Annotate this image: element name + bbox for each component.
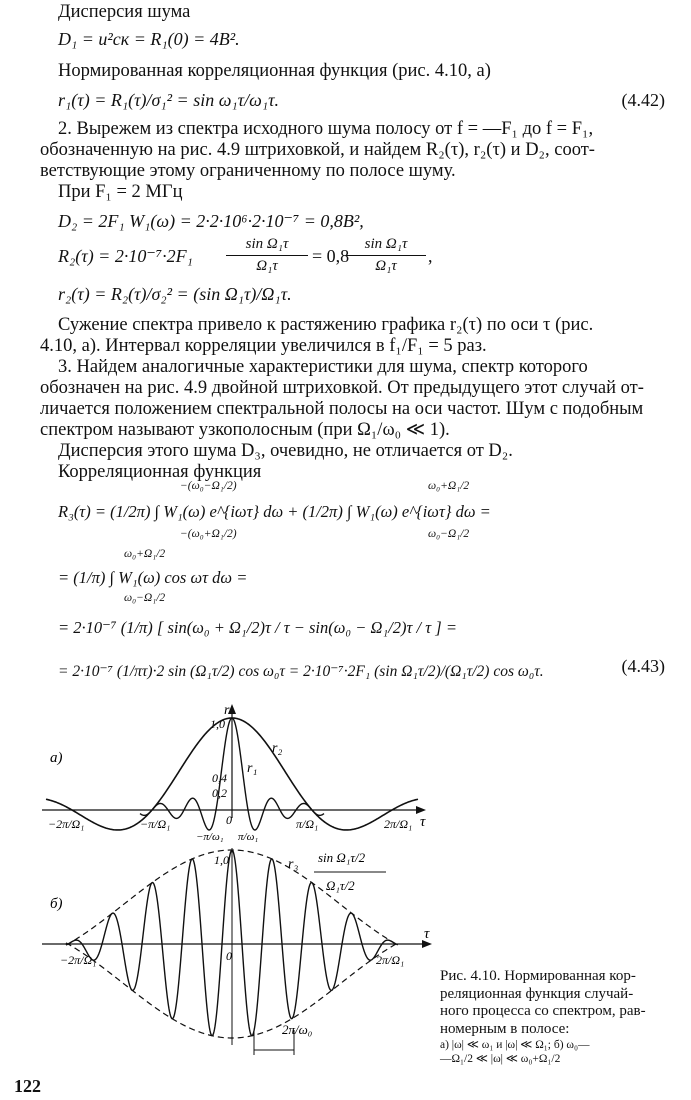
equation-r3-line4: = 2·10⁻⁷ (1/πτ)·2 sin (Ω₁τ/2) cos ω₀τ = 2·10⁻⁷·2F₁ (sin Ω₁τ/2)/(Ω₁τ/2) cos ω₀τ. [58,663,544,680]
paragraph-5-line1: Дисперсия этого шума D₃, очевидно, не отличается от D₂. [58,441,513,461]
label-r3: r₃ [288,857,299,872]
paragraph-2-line4: При F₁ = 2 МГц [58,182,183,202]
integral-limit: ω₀+Ω₁/2 [428,480,470,492]
paragraph-5-line2: Корреляционная функция [58,462,262,482]
paragraph-3-line2: 4.10, а). Интервал корреляции увеличился в f₁/F₁ = 5 раз. [40,336,487,356]
r-axis-label: r [224,703,230,718]
fraction-bar [226,255,308,256]
equation-r2-normalized: r₂(τ) = R₂(τ)/σ₂² = (sin Ω₁τ)/Ω₁τ. [58,284,292,304]
paragraph-4-line4: спектром называют узкополосным (при Ω₁/ω₀ ≪ 1). [40,420,450,440]
origin-label: 0 [226,949,232,963]
caption-line: Рис. 4.10. Нормированная кор- [440,968,636,984]
equation-r2-left: R₂(τ) = 2·10⁻⁷·2F₁ [58,246,193,266]
equation-r2-mid: = 0,8 [312,246,350,266]
origin-label: 0 [226,813,232,827]
equation-d2: D₂ = 2F₁ W₁(ω) = 2·2·10⁶·2·10⁻⁷ = 0,8В², [58,211,364,231]
tau-axis-label: τ [420,814,426,830]
integral-limit: ω₀−Ω₁/2 [124,592,166,604]
tick-pi-w1: π/ω₁ [238,831,259,843]
caption-line: номерным в полосе: [440,1020,570,1037]
panel-a [42,703,426,843]
equation-r3-line3: = 2·10⁻⁷ (1/π) [ sin(ω₀ + Ω₁/2)τ / τ − sin(ω₀ − Ω₁/2)τ / τ ] = [58,618,457,637]
tick-minus-pi-w1: −π/ω₁ [196,831,224,843]
tick-pi-omega1: π/Ω₁ [296,817,319,831]
equation-r2-denominator-2: Ω₁τ [375,258,397,274]
caption-line: ного процесса со спектром, рав- [440,1003,646,1019]
tick-minus-2pi-omega1: −2π/Ω₁ [48,817,85,831]
envelope-numerator: sin Ω₁τ/2 [318,850,366,865]
label-r1: r₁ [247,761,258,776]
integral-limit: −(ω₀−Ω₁/2) [180,480,237,492]
tau-axis-label: τ [424,926,430,942]
integral-limit: −(ω₀+Ω₁/2) [180,528,237,540]
paragraph-2-line3: ветствующие этому ограниченному по полосе шуму. [40,161,456,181]
paragraph-normalized: Нормированная корреляционная функция (рис. 4.10, а) [58,61,491,81]
equation-r2-denominator-1: Ω₁τ [256,258,278,274]
tau-arrow [416,806,426,814]
equation-r3-line2: = (1/π) ∫ W₁(ω) cos ωτ dω = [58,568,248,587]
envelope-denominator: Ω₁τ/2 [326,878,355,893]
tick-minus-pi-omega1: −π/Ω₁ [140,817,171,831]
equation-r2-numerator-2: sin Ω₁τ [364,236,408,252]
integral-limit: ω₀−Ω₁/2 [428,528,470,540]
caption-detail-line: а) |ω| ≪ ω₁ и |ω| ≪ Ω₁; б) ω₀— [440,1039,590,1051]
tick-minus-2pi-omega1: −2π/Ω₁ [60,953,97,967]
paragraph-4-line3: личается положением спектральной полосы на оси частот. Шум с подобным [40,399,644,419]
tick-1-0: 1,0 [210,717,225,731]
paragraph-2-line1: 2. Вырежем из спектра исходного шума полосу от f = —F₁ до f = F₁, [58,119,594,139]
panel-a-label: а) [50,750,63,766]
integral-limit: ω₀+Ω₁/2 [124,548,166,560]
equation-r3-line1: R₃(τ) = (1/2π) ∫ W₁(ω) e^{iωτ} dω + (1/2π) ∫ W₁(ω) e^{iωτ} dω = [58,502,491,521]
figure-caption [440,968,672,1066]
caption-line: реляционная функция случай- [440,985,634,1002]
panel-b-label: б) [50,896,63,912]
paragraph-4-line1: 3. Найдем аналогичные характеристики для шума, спектр которого [58,357,588,377]
equation-r1: r₁(τ) = R₁(τ)/σ₁² = sin ω₁τ/ω₁τ. [58,90,280,110]
tick-1-0: 1,0 [214,853,229,867]
equation-r2-numerator-1: sin Ω₁τ [245,236,289,252]
label-r2: r₂ [272,741,283,756]
paragraph-3-line1: Сужение спектра привело к растяжению графика r₂(τ) по оси τ (рис. [58,315,594,335]
page-number: 122 [14,1076,41,1096]
equation-r2-end: , [428,246,433,266]
panel-b [42,848,432,1055]
tick-0-4: 0,4 [212,771,227,785]
tick-2pi-omega1: 2π/Ω₁ [376,953,405,967]
tick-2pi-omega1: 2π/Ω₁ [384,817,413,831]
equation-number-442: (4.42) [621,90,665,110]
equation-number-443: (4.43) [621,656,665,676]
equation-d1: D₁ = u²ск = R₁(0) = 4В². [58,29,240,49]
paragraph-4-line2: обозначен на рис. 4.9 двойной штриховкой. От предыдущего этот случай от- [40,378,644,398]
heading-dispersion: Дисперсия шума [58,2,191,22]
paragraph-2-line2: обозначенную на рис. 4.9 штриховкой, и найдем R₂(τ), r₂(τ) и D₂, соот- [40,140,595,160]
period-label: 2π/ω₀ [282,1022,313,1037]
fraction-bar [346,255,426,256]
tick-0-2: 0,2 [212,786,227,800]
caption-detail-line: —Ω₁/2 ≪ |ω| ≪ ω₀+Ω₁/2 [440,1053,561,1065]
